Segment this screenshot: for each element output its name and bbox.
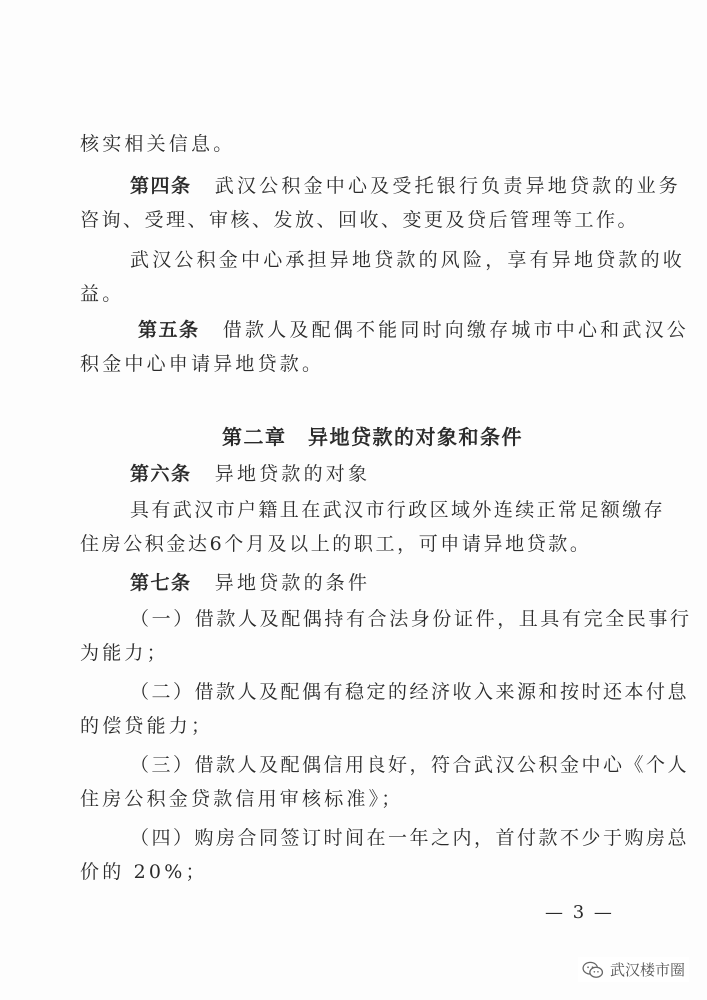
paragraph-line: 咨询、受理、审核、发放、回收、变更及贷后管理等工作。: [80, 209, 640, 231]
paragraph-line: 具有武汉市户籍且在武汉市行政区域外连续正常足额缴存: [130, 499, 666, 521]
paragraph-line: 武汉公积金中心承担异地贷款的风险，享有异地贷款的收: [130, 249, 686, 271]
paragraph-line: 为能力；: [80, 642, 169, 664]
wechat-icon: [582, 961, 604, 979]
page-number: — 3 —: [545, 902, 614, 923]
article-6-title: 异地贷款的对象: [214, 463, 371, 485]
article-5-line: [138, 318, 689, 342]
paragraph-line: 住房公积金贷款信用审核标准》；: [80, 788, 404, 810]
article-4-label: 第四条: [130, 175, 192, 197]
paragraph-line: 益。: [80, 283, 125, 305]
article-5-text: 借款人及配偶不能同时向缴存城市中心和武汉公: [222, 319, 689, 341]
paragraph-line: 的偿贷能力；: [80, 715, 214, 737]
article-7-title: 异地贷款的条件: [214, 572, 371, 594]
article-4-line: [130, 174, 681, 198]
article-6-label: 第六条: [130, 463, 192, 485]
paragraph-line: （三）借款人及配偶信用良好，符合武汉公积金中心《个人: [130, 754, 690, 776]
paragraph-line: 价的 20%；: [80, 861, 208, 883]
chapter-heading: 第二章 异地贷款的对象和条件: [222, 425, 523, 449]
paragraph-line: （二）借款人及配偶有稳定的经济收入来源和按时还本付息: [130, 681, 690, 703]
paragraph-line: 住房公积金达6个月及以上的职工，可申请异地贷款。: [80, 533, 592, 555]
article-5-label: 第五条: [138, 319, 200, 341]
article-7-line: [130, 571, 370, 595]
watermark-text: 武汉楼市圈: [609, 961, 685, 979]
paragraph-line: 核实相关信息。: [80, 133, 236, 155]
watermark: [578, 957, 689, 982]
article-6-line: [130, 462, 370, 486]
paragraph-line: （四）购房合同签订时间在一年之内，首付款不少于购房总: [130, 827, 690, 849]
article-7-label: 第七条: [130, 572, 192, 594]
paragraph-line: （一）借款人及配偶持有合法身份证件，且具有完全民事行: [130, 608, 692, 630]
article-4-text: 武汉公积金中心及受托银行负责异地贷款的业务: [214, 175, 681, 197]
paragraph-line: 积金中心申请异地贷款。: [80, 353, 325, 375]
